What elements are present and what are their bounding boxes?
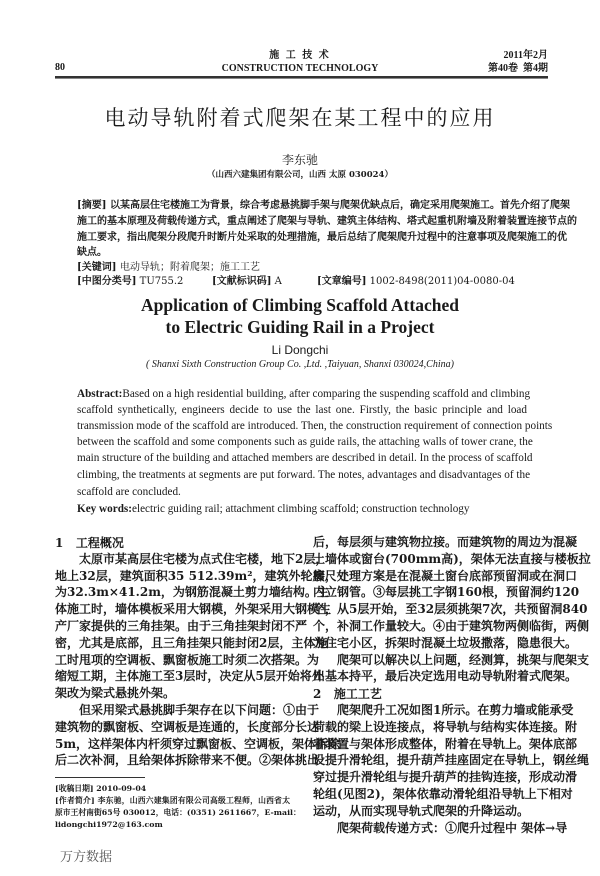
article-no-value: 1002-8498(2011)04-0080-04 xyxy=(369,276,515,287)
body-text-line: 爬架可以解决以上问题，经测算，挑架与爬架支 xyxy=(337,652,590,667)
body-text-line: 个，补洞工作量较大。④由于建筑物两侧临街，两侧 xyxy=(313,619,590,633)
wanfang-watermark: 万方数据 xyxy=(60,850,113,865)
author-email: lidongchi1972@163.com xyxy=(55,820,163,829)
article-title-en-line2: to Electric Guiding Rail in a Project xyxy=(165,317,435,337)
author-cn: 李东驰 xyxy=(281,153,318,167)
body-text-line: 轮组(见图2)，架体依靠动滑轮组沿导轨上下相对 xyxy=(313,787,573,801)
body-text-line: 密，尤其是底部，且三角挂架只能封闭2层，主体施 xyxy=(55,635,328,650)
abstract-en-line: scaffold are concluded. xyxy=(77,486,181,498)
keywords-cn-text: 电动导轨；附着爬架；施工工艺 xyxy=(119,262,260,273)
body-text-line: 5m，这样架体内杆须穿过飘窗板、空调板，架体拆除 xyxy=(55,736,341,751)
body-text-line: 后二次补洞，且给架体拆除带来不便。②架体挑出 xyxy=(55,753,320,768)
body-text-line: 运动，从而实现导轨式爬架的升降运动。 xyxy=(313,803,530,818)
journal-name-en: CONSTRUCTION TECHNOLOGY xyxy=(221,63,379,74)
page-number: 80 xyxy=(55,62,65,73)
abstract-en-line: main structure of the building and attached members are described in detail. In the process of scaffold xyxy=(77,452,533,464)
keywords-en-text: electric guiding rail; attachment climbing scaffold; construction technology xyxy=(132,503,470,515)
abstract-en-line: scaffold synthetically, engineers decide to use the last one. Firstly, the basic principle and load xyxy=(77,404,527,416)
issue-date: 2011年2月 xyxy=(503,50,548,61)
journal-name-cn: 施 工 技 术 xyxy=(269,50,331,61)
body-text-line: 后，每层须与建筑物拉接。而建筑物的周边为混凝 xyxy=(313,535,578,549)
body-text-line: 体施工时，墙体模板采用大钢模，外架采用大钢模生 xyxy=(55,602,332,617)
affiliation-cn: （山西六建集团有限公司，山西 太原 030024） xyxy=(207,170,393,180)
article-title-cn: 电动导轨附着式爬架在某工程中的应用 xyxy=(104,106,496,130)
section-heading-1: 1 工程概况 xyxy=(55,536,124,550)
classification-row xyxy=(77,274,527,289)
abstract-cn-text: 以某高层住宅楼施工为背景，综合考虑悬挑脚手架与爬架优缺点后，确定采用爬架施工。首先介绍了爬架 xyxy=(109,200,570,211)
clc-field xyxy=(77,274,183,289)
abstract-cn-line: 缺点。 xyxy=(77,247,107,258)
body-text-line: 土墙体或窗台(700mm高)，架体无法直接与楼板拉 xyxy=(313,551,591,566)
body-text-line: 爬架爬升工况如图1所示。在剪力墙或能承受 xyxy=(337,703,574,717)
body-text-line: 内立钢管。③每层挑工字钢160根，预留洞约120 xyxy=(313,585,580,600)
body-text-line: 荷载的梁上设连接点，将导轨与结构实体连接。附 xyxy=(313,719,578,734)
volume-issue: 第40卷 第4期 xyxy=(488,63,548,74)
author-en: Li Dongchi xyxy=(271,343,329,357)
received-date xyxy=(55,783,290,795)
body-text-line: 接，处理方案是在混凝土窗台底部预留洞或在洞口 xyxy=(313,568,578,583)
doc-code-label: [文献标识码] xyxy=(212,276,272,287)
author-bio-line: 原市王村南街65号 030012，电话：(0351) 2611667，E-mail： xyxy=(55,808,301,817)
footnote-rule xyxy=(55,777,145,778)
body-text-line: 个，从5层开始，至32层须挑架7次，共预留洞840 xyxy=(313,602,588,617)
article-no-field xyxy=(317,274,515,289)
section-heading-2: 2 施工工艺 xyxy=(313,687,382,702)
article-title-en-line1: Application of Climbing Scaffold Attached xyxy=(141,295,459,315)
author-bio-line: [作者简介] 李东驰，山西六建集团有限公司高级工程师，山西省太 xyxy=(55,796,290,805)
body-text-line: 着装置与架体形成整体，附着在导轨上。架体底部 xyxy=(313,736,578,751)
keywords-en xyxy=(77,501,527,517)
abstract-en-line xyxy=(77,386,531,402)
abstract-cn-line xyxy=(77,198,570,213)
abstract-cn-label: [摘要] xyxy=(77,200,107,211)
body-text-line: 太原市某高层住宅楼为点式住宅楼，地下2层， xyxy=(79,551,328,566)
clc-value: TU755.2 xyxy=(139,276,184,287)
abstract-en-label: Abstract: xyxy=(77,388,123,400)
header-rule xyxy=(55,76,548,79)
keywords-en-label: Key words: xyxy=(77,503,132,515)
keywords-cn-label: [关键词] xyxy=(77,262,117,273)
body-text-line: 爬架荷载传递方式：①爬升过程中 架体→导 xyxy=(337,820,568,835)
affiliation-en: ( Shanxi Sixth Construction Group Co. ,Ltd. ,Taiyuan, Shanxi 030024,China) xyxy=(146,359,454,370)
article-no-label: [文章编号] xyxy=(317,276,367,287)
body-text-line: 出基本持平，最后决定选用电动导轨附着式爬架。 xyxy=(313,669,578,684)
abstract-cn-line: 施工的基本原理及荷载传递方式，重点阐述了爬架与导轨、建筑主体结构、塔式起重机附墙及附着装置连接节点的 xyxy=(77,216,577,227)
doc-code-value: A xyxy=(274,276,282,287)
body-text-line: 地上32层，建筑面积35 512.39m²，建筑外轮廓尺寸 xyxy=(55,568,349,583)
body-text-line: 工时甩项的空调板、飘窗板施工时须二次搭架。为 xyxy=(55,652,320,667)
doc-code-field xyxy=(212,274,282,289)
body-text-line: 架改为梁式悬挑外架。 xyxy=(55,686,176,701)
keywords-cn xyxy=(77,260,527,275)
received-value: 2010-09-04 xyxy=(96,784,147,793)
body-text-line: 设提升滑轮组，提升葫芦挂座固定在导轨上，钢丝绳 xyxy=(313,753,590,768)
body-text-line: 为住宅小区，拆架时混凝土垃圾撒落，隐患很大。 xyxy=(313,635,578,650)
body-text-line: 但采用梁式悬挑脚手架存在以下问题：①由于 xyxy=(79,703,320,717)
body-text-line: 缩短工期，主体施工至3层时，决定从5层开始将外 xyxy=(55,669,324,684)
abstract-en-text: Based on a high residential building, after comparing the suspending scaffold and climbing xyxy=(122,388,531,400)
body-text-line: 为32.3m×41.2m，为钢筋混凝土剪力墙结构。主 xyxy=(55,585,329,600)
abstract-en-line: transmission mode of the scaffold are introduced. Then, the construction requirement of connection points xyxy=(77,420,553,432)
abstract-cn-line: 施工要求，指出爬架分段爬升时断片处采取的处理措施，最后总结了爬架爬升过程中的注意事项及爬架施工的优 xyxy=(77,232,567,243)
body-text-line: 建筑物的飘窗板、空调板是连通的，长度部分长达 xyxy=(55,719,320,734)
received-label: [收稿日期] xyxy=(55,784,94,793)
clc-label: [中图分类号] xyxy=(77,276,137,287)
abstract-en-line: climbing, the treatments at segments are put forward. The notes, advantages and disadvantages of the xyxy=(77,469,531,481)
body-text-line: 穿过提升滑轮组与提升葫芦的挂钩连接，形成动滑 xyxy=(313,770,578,785)
body-text-line: 产厂家提供的三角挂架。由于三角挂架封闭不严 xyxy=(55,619,308,633)
abstract-en-line: between the scaffold and some components such as guide rails, the attaching walls of tower crane, the xyxy=(77,436,533,448)
